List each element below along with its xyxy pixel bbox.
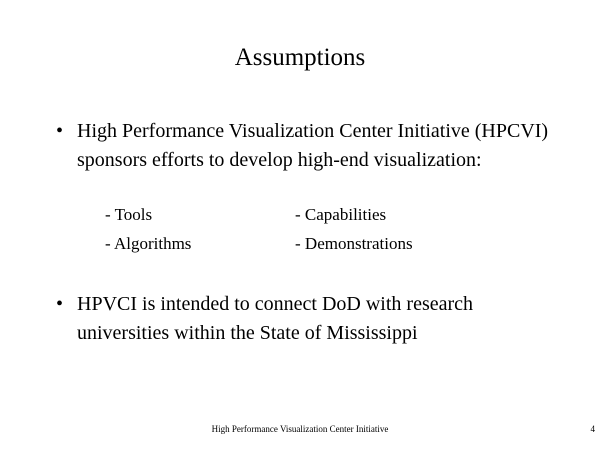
bullet-marker: • (56, 293, 64, 315)
sub-item-capabilities: - Capabilities (295, 205, 387, 224)
sub-item-algorithms: - Algorithms (105, 234, 192, 253)
bullet-item-dod (56, 290, 556, 348)
bullet-text: High Performance Visualization Center Initiative (HPCVI) sponsors efforts to develop high-end visualization: (77, 120, 549, 171)
sub-item-tools: - Tools (105, 205, 153, 224)
slide-title: Assumptions (234, 44, 366, 71)
sub-item-demonstrations: - Demonstrations (295, 234, 413, 253)
slide-footer: High Performance Visualization Center Initiative (211, 424, 389, 434)
page-number: 4 (590, 424, 595, 434)
bullet-marker: • (56, 120, 64, 142)
bullet-text: HPVCI is intended to connect DoD with research universities within the State of Mississippi (77, 293, 474, 344)
bullet-item-hpcvi (56, 117, 556, 175)
